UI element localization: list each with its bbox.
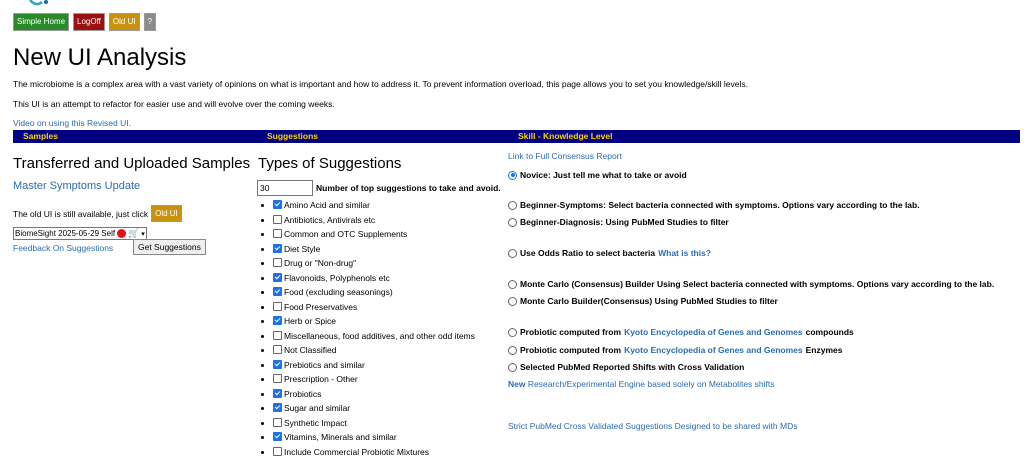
cart-icon: 🛒 xyxy=(128,228,140,238)
suggestion-type-item xyxy=(273,432,475,447)
suggestion-type-checkbox[interactable] xyxy=(273,360,282,369)
suggestion-type-label: Probiotics xyxy=(284,388,322,399)
suggestion-type-label: Vitamins, Minerals and similar xyxy=(284,432,397,442)
suggestion-type-checkbox[interactable] xyxy=(273,418,282,427)
option-beginner-diagnosis-label: Beginner-Diagnosis: Using PubMed Studies to filter xyxy=(520,217,729,227)
suggestion-type-checkbox[interactable] xyxy=(273,258,282,267)
suggestion-type-item xyxy=(273,447,475,462)
suggestion-type-item xyxy=(273,244,475,259)
suggestion-count-input[interactable]: 30 xyxy=(257,180,313,196)
radio-mc-select[interactable] xyxy=(508,280,517,289)
research-engine-line xyxy=(508,379,775,389)
samples-heading: Transferred and Uploaded Samples xyxy=(13,155,251,172)
sample-select[interactable] xyxy=(13,227,147,240)
suggestion-type-label: Amino Acid and similar xyxy=(284,200,370,210)
feedback-link[interactable]: Feedback On Suggestions xyxy=(13,243,114,253)
suggestion-type-checkbox[interactable] xyxy=(273,331,282,340)
suggestion-type-label: Food Preservatives xyxy=(284,301,358,312)
option-beginner-symptoms-label: Beginner-Symptoms: Select bacteria connected with symptoms. Options vary according to the lab. xyxy=(520,200,920,210)
option-mc-select[interactable] xyxy=(508,279,994,289)
header-skill: Skill - Knowledge Level xyxy=(518,131,613,141)
option-novice-label: Novice: Just tell me what to take or avoid xyxy=(520,170,687,180)
kegg-link-compounds[interactable]: Kyoto Encyclopedia of Genes and Genomes xyxy=(624,327,803,337)
radio-probiotic-enzymes[interactable] xyxy=(508,346,517,355)
suggestion-type-item xyxy=(273,215,475,230)
radio-selected-pubmed[interactable] xyxy=(508,363,517,372)
compounds-label: compounds xyxy=(805,327,854,337)
page-title: New UI Analysis xyxy=(13,44,187,71)
suggestion-type-checkbox[interactable] xyxy=(273,447,282,456)
suggestion-type-label: Food (excluding seasonings) xyxy=(284,287,393,297)
suggestion-type-item xyxy=(273,200,475,215)
suggestion-type-checkbox[interactable] xyxy=(273,316,282,325)
suggestion-type-checkbox[interactable] xyxy=(273,215,282,224)
new-label: New xyxy=(508,379,526,389)
suggestion-type-label: Synthetic Impact xyxy=(284,417,347,428)
master-symptoms-link[interactable]: Master Symptoms Update xyxy=(13,180,141,192)
video-link[interactable]: Video on using this Revised UI. xyxy=(13,118,131,128)
logo-icon xyxy=(28,0,50,6)
option-mc-pubmed[interactable] xyxy=(508,296,778,306)
suggestion-type-label: Antibiotics, Antivirals etc xyxy=(284,214,376,225)
suggestion-type-label: Sugar and similar xyxy=(284,403,351,413)
suggestion-type-checkbox[interactable] xyxy=(273,229,282,238)
old-ui-button[interactable]: Old UI xyxy=(109,13,140,31)
suggestion-type-item xyxy=(273,374,475,389)
option-odds-ratio-label: Use Odds Ratio to select bacteria xyxy=(520,248,656,258)
radio-beginner-symptoms[interactable] xyxy=(508,201,517,210)
header-suggestions: Suggestions xyxy=(267,131,319,141)
suggestion-type-label: Herb or Spice xyxy=(284,316,336,326)
suggestion-type-label: Include Commercial Probiotic Mixtures xyxy=(284,446,430,457)
suggestion-type-label: Not Classified xyxy=(284,345,337,355)
get-suggestions-button[interactable]: Get Suggestions xyxy=(133,239,206,255)
radio-odds-ratio[interactable] xyxy=(508,249,517,258)
suggestion-type-label: Diet Style xyxy=(284,243,321,254)
count-row xyxy=(257,180,501,196)
suggestion-type-item xyxy=(273,360,475,375)
suggestion-type-checkbox[interactable] xyxy=(273,389,282,398)
suggestion-type-item xyxy=(273,316,475,331)
option-probiotic-compounds-label: Probiotic computed from xyxy=(520,327,622,337)
suggestion-type-label: Flavonoids, Polyphenols etc xyxy=(284,272,390,283)
option-probiotic-compounds[interactable] xyxy=(508,327,854,337)
help-button[interactable]: ? xyxy=(144,13,156,31)
suggestion-type-item xyxy=(273,273,475,288)
suggestion-type-label: Drug or "Non-drug" xyxy=(284,258,357,268)
research-engine-link[interactable]: Research/Experimental Engine based solely on Metabolites shifts xyxy=(527,379,775,389)
suggestion-type-checkbox[interactable] xyxy=(273,403,282,412)
option-mc-pubmed-label: Monte Carlo Builder(Consensus) Using PubMed Studies to filter xyxy=(520,296,778,306)
option-beginner-diagnosis[interactable] xyxy=(508,217,729,227)
suggestion-type-checkbox[interactable] xyxy=(273,432,282,441)
suggestion-type-checkbox[interactable] xyxy=(273,302,282,311)
section-header-bar xyxy=(13,130,1020,143)
top-toolbar xyxy=(13,13,156,31)
enzymes-label: Enzymes xyxy=(805,345,843,355)
suggestion-type-item xyxy=(273,229,475,244)
option-selected-pubmed-label: Selected PubMed Reported Shifts with Cross Validation xyxy=(520,362,745,372)
suggestion-type-label: Common and OTC Supplements xyxy=(284,229,408,239)
strict-pubmed-link[interactable]: Strict PubMed Cross Validated Suggestions Designed to be shared with MDs xyxy=(508,421,798,431)
old-ui-text: The old UI is still available, just click xyxy=(13,208,149,219)
suggestion-type-item xyxy=(273,345,475,360)
radio-probiotic-compounds[interactable] xyxy=(508,328,517,337)
suggestion-type-item xyxy=(273,403,475,418)
suggestion-type-checkbox[interactable] xyxy=(273,244,282,253)
suggestion-type-item xyxy=(273,302,475,317)
suggestion-type-label: Miscellaneous, food additives, and other odd items xyxy=(284,330,475,341)
what-is-this-link[interactable]: What is this? xyxy=(658,248,711,258)
red-circle-icon xyxy=(117,229,126,238)
option-probiotic-enzymes-label: Probiotic computed from xyxy=(520,345,622,355)
radio-novice[interactable] xyxy=(508,171,517,180)
suggestions-heading: Types of Suggestions xyxy=(258,155,402,172)
option-probiotic-enzymes[interactable] xyxy=(508,345,842,355)
suggestion-type-checkbox[interactable] xyxy=(273,200,282,209)
header-samples: Samples xyxy=(23,131,58,141)
old-ui-line xyxy=(13,205,182,222)
refactor-note: This UI is an attempt to refactor for easier use and will evolve over the coming weeks. xyxy=(13,99,335,109)
suggestion-count-label: Number of top suggestions to take and avoid. xyxy=(316,183,501,193)
old-ui-inline-button[interactable]: Old UI xyxy=(151,205,182,222)
suggestion-type-item xyxy=(273,418,475,433)
option-mc-select-label: Monte Carlo (Consensus) Builder Using Select bacteria connected with symptoms. Options vary according to the lab. xyxy=(520,279,995,289)
suggestion-type-item xyxy=(273,258,475,273)
suggestion-type-checkbox[interactable] xyxy=(273,345,282,354)
suggestion-type-item xyxy=(273,331,475,346)
suggestion-type-checkbox[interactable] xyxy=(273,287,282,296)
option-odds-ratio[interactable] xyxy=(508,248,714,258)
intro-text: The microbiome is a complex area with a vast variety of opinions on what is important and how to address it. To prevent information overload, this page allows you to set you knowledge/skill levels. xyxy=(13,79,748,89)
radio-beginner-diagnosis[interactable] xyxy=(508,218,517,227)
logoff-button[interactable]: LogOff xyxy=(73,13,105,31)
suggestion-type-item xyxy=(273,389,475,404)
consensus-report-link[interactable]: Link to Full Consensus Report xyxy=(508,151,622,161)
simple-home-button[interactable]: Simple Home xyxy=(13,13,69,31)
sample-select-value: BiomeSight 2025-05-29 Self xyxy=(15,229,116,238)
suggestion-type-list xyxy=(257,200,475,461)
option-novice[interactable] xyxy=(508,170,687,180)
suggestion-type-label: Prebiotics and similar xyxy=(284,359,365,370)
suggestion-type-checkbox[interactable] xyxy=(273,273,282,282)
chevron-down-icon: ▾ xyxy=(141,230,145,238)
radio-mc-pubmed[interactable] xyxy=(508,297,517,306)
sample-select-row xyxy=(13,227,147,240)
option-selected-pubmed[interactable] xyxy=(508,362,744,372)
suggestion-type-checkbox[interactable] xyxy=(273,374,282,383)
suggestion-type-label: Prescription - Other xyxy=(284,374,358,384)
option-beginner-symptoms[interactable] xyxy=(508,200,920,210)
kegg-link-enzymes[interactable]: Kyoto Encyclopedia of Genes and Genomes xyxy=(624,345,803,355)
suggestion-type-item xyxy=(273,287,475,302)
